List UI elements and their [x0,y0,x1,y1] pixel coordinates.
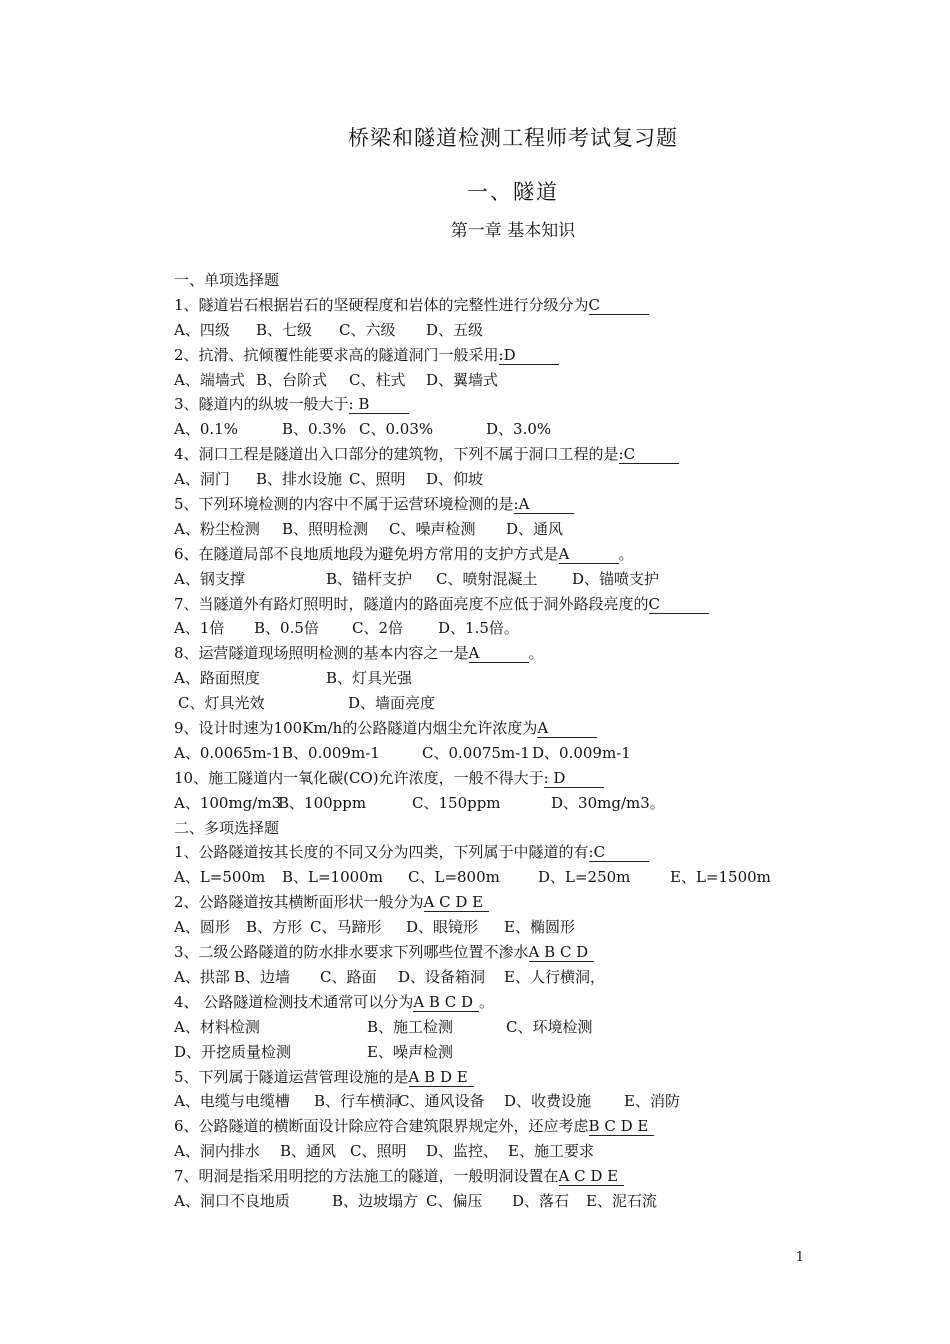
option-text: A、1倍 [174,619,225,638]
option-text: B、L=1000m [282,868,383,887]
question-text: 10、施工隧道内一氧化碳(CO)允许浓度，一般不得大于 [174,768,544,787]
option-text: A、圆形 [174,918,230,937]
question-text: 2、公路隧道按其横断面形状一般分为 [174,893,424,912]
single-choice-question [174,542,814,567]
option-text: A、粉尘检测 [174,519,260,538]
answer-blank: : B [349,395,409,414]
multi-choice-options [174,865,814,890]
question-text: 5、下列环境检测的内容中不属于运营环境检测的是 [174,495,514,514]
single-choice-question [174,442,814,467]
option-text: C、L=800m [408,868,500,887]
question-tail: 。 [528,644,544,663]
answer-blank: :C [619,445,679,464]
question-text: 3、二级公路隧道的防水排水要求下列哪些位置不渗水 [174,943,529,962]
option-text: C、环境检测 [506,1017,593,1036]
option-text: A、材料检测 [174,1017,260,1036]
answer-blank: A C D E [424,893,490,912]
option-text: C、照明 [349,470,406,489]
single-choice-options [174,691,814,716]
option-text: D、锚喷支护 [572,569,660,588]
question-tail: 。 [479,992,495,1011]
question-text: 5、下列属于隧道运营管理设施的是 [174,1067,409,1086]
option-text: C、照明 [350,1142,407,1161]
question-text: 4、 公路隧道检测技术通常可以分为 [174,992,414,1011]
option-text: A、洞内排水 [174,1142,260,1161]
option-text: A、路面照度 [174,669,260,688]
single-choice-options [174,417,814,442]
option-text: B、施工检测 [367,1017,454,1036]
option-text: C、2倍 [352,619,404,638]
option-text: C、路面 [320,967,377,986]
multi-choice-options [174,1015,814,1040]
option-text: C、偏压 [426,1191,483,1210]
answer-blank: A B D E [409,1068,474,1087]
answer-blank: :C [589,843,649,862]
single-choice-question [174,592,814,617]
section-heading-single: 一、单项选择题 [174,271,280,289]
option-text: B、灯具光强 [326,669,413,688]
multi-choice-options [174,915,814,940]
question-text: 4、洞口工程是隧道出入口部分的建筑物，下列不属于洞口工程的是 [174,445,619,464]
answer-blank: A C D E [559,1167,625,1186]
single-choice-question [174,716,814,741]
single-choice-options [174,666,814,691]
option-text: D、开挖质量检测 [174,1042,292,1061]
option-text: D、30mg/m3。 [551,793,665,812]
option-text: B、方形 [246,918,303,937]
option-text: B、0.5倍 [254,619,319,638]
multi-choice-options [174,1040,814,1065]
section-heading-multi: 二、多项选择题 [174,818,280,837]
question-text: 6、公路隧道的横断面设计除应符合建筑限界规定外，还应考虑 [174,1117,589,1136]
option-text: B、100ppm [278,793,367,812]
option-text: B、0.3% [282,420,347,439]
option-text: C、噪声检测 [389,519,476,538]
multi-choice-options [174,965,814,990]
single-choice-options [174,318,814,343]
answer-blank: A [559,545,619,564]
option-text: E、椭圆形 [504,918,575,937]
option-text: C、0.03% [359,420,434,439]
option-text: E、L=1500m [670,868,771,887]
option-text: B、边墙 [234,967,291,986]
option-text: D、五级 [426,320,484,339]
single-choice-options [174,791,814,816]
option-text: C、马蹄形 [310,918,382,937]
option-text: C、通风设备 [398,1092,485,1111]
single-choice-options [174,616,814,641]
question-text: 7、明洞是指采用明挖的方法施工的隧道，一般明洞设置在 [174,1167,559,1186]
option-text: D、收费设施 [504,1092,592,1111]
option-text: D、墙面亮度 [348,694,436,713]
question-text: 3、隧道内的纵坡一般大于 [174,395,349,414]
option-text: A、钢支撑 [174,569,245,588]
option-text: B、照明检测 [282,519,369,538]
option-text: C、柱式 [349,370,406,389]
option-text: B、通风 [280,1142,337,1161]
option-text: E、噪声检测 [367,1042,453,1061]
single-choice-question [174,293,814,318]
single-choice-question [174,641,814,666]
option-text: A、100mg/m3 [174,793,282,812]
option-text: D、监控、 [426,1142,499,1161]
question-text: 6、在隧道局部不良地质地段为避免坍方常用的支护方式是 [174,544,559,563]
option-text: D、眼镜形 [406,918,479,937]
answer-blank: C [649,595,709,614]
answer-blank: B C D E [589,1117,655,1136]
question-body [174,268,814,1214]
question-text: 1、公路隧道按其长度的不同又分为四类，下列属于中隧道的有 [174,843,589,862]
option-text: A、端墙式 [174,370,245,389]
option-text: E、施工要求 [508,1142,594,1161]
option-text: B、0.009m-1 [282,743,380,762]
single-choice-question [174,492,814,517]
option-text: B、七级 [256,320,313,339]
question-tail: 。 [618,544,634,563]
question-text: 7、当隧道外有路灯照明时，隧道内的路面亮度不应低于洞外路段亮度的 [174,594,649,613]
multi-choice-question [174,840,814,865]
single-choice-options [174,517,814,542]
multi-choice-options [174,1189,814,1214]
single-choice-question [174,766,814,791]
option-text: A、电缆与电缆槽 [174,1092,290,1111]
answer-blank: A B C D [413,993,479,1012]
part-title: 一、隧道 [467,180,559,204]
option-text: A、拱部 [174,967,230,986]
answer-blank: : D [544,769,604,788]
option-text: B、边坡塌方 [332,1191,419,1210]
option-text: D、翼墙式 [426,370,499,389]
multi-choice-question [174,1164,814,1189]
single-choice-options [174,741,814,766]
multi-choice-list [174,840,814,1213]
option-text: D、L=250m [538,868,631,887]
option-text: D、设备箱洞 [398,967,486,986]
single-choice-question [174,343,814,368]
option-text: D、1.5倍。 [438,619,519,638]
multi-choice-question [174,990,814,1015]
question-text: 9、设计时速为100Km/h的公路隧道内烟尘允许浓度为 [174,719,538,738]
option-text: C、六级 [339,320,396,339]
option-text: C、喷射混凝土 [436,569,538,588]
single-choice-question [174,392,814,417]
answer-blank: A B C D [529,943,595,962]
option-text: D、通风 [506,519,564,538]
single-choice-options [174,368,814,393]
option-text: B、锚杆支护 [326,569,413,588]
option-text: B、台阶式 [256,370,328,389]
question-text: 8、运营隧道现场照明检测的基本内容之一是 [174,644,469,663]
option-text: A、洞口不良地质 [174,1191,290,1210]
question-text: 1、隧道岩石根据岩石的坚硬程度和岩体的完整性进行分级分为 [174,295,589,314]
option-text: A、L=500m [174,868,266,887]
multi-choice-options [174,1089,814,1114]
option-text: D、0.009m-1 [532,743,631,762]
question-text: 2、抗滑、抗倾覆性能要求高的隧道洞门一般采用 [174,345,499,364]
page-number: 1 [795,1250,804,1265]
multi-choice-question [174,1065,814,1090]
option-text: D、落石 [512,1191,570,1210]
option-text: E、泥石流 [586,1191,657,1210]
multi-choice-question [174,890,814,915]
option-text: A、0.1% [174,420,238,439]
option-text: A、0.0065m-1 [174,743,282,762]
doc-title: 桥梁和隧道检测工程师考试复习题 [348,126,678,150]
option-text: E、消防 [624,1092,680,1111]
option-text: A、四级 [174,320,230,339]
answer-blank: A [469,644,529,663]
option-text: C、150ppm [412,793,501,812]
chapter-title: 第一章 基本知识 [450,221,576,241]
single-choice-options [174,567,814,592]
option-text: C、0.0075m-1 [422,743,530,762]
multi-choice-question [174,940,814,965]
option-text: D、3.0% [486,420,552,439]
option-text: B、排水设施 [256,470,343,489]
answer-blank: :A [514,495,574,514]
multi-choice-options [174,1139,814,1164]
option-text: D、仰坡 [426,470,484,489]
single-choice-list [174,293,814,816]
multi-choice-question [174,1114,814,1139]
option-text: E、人行横洞， [504,967,605,986]
answer-blank: A [537,719,597,738]
option-text: A、洞门 [174,470,230,489]
single-choice-options [174,467,814,492]
answer-blank: :D [499,346,559,365]
option-text: B、行车横洞 [314,1092,401,1111]
option-text: C、灯具光效 [178,694,265,713]
answer-blank: C [589,296,649,315]
